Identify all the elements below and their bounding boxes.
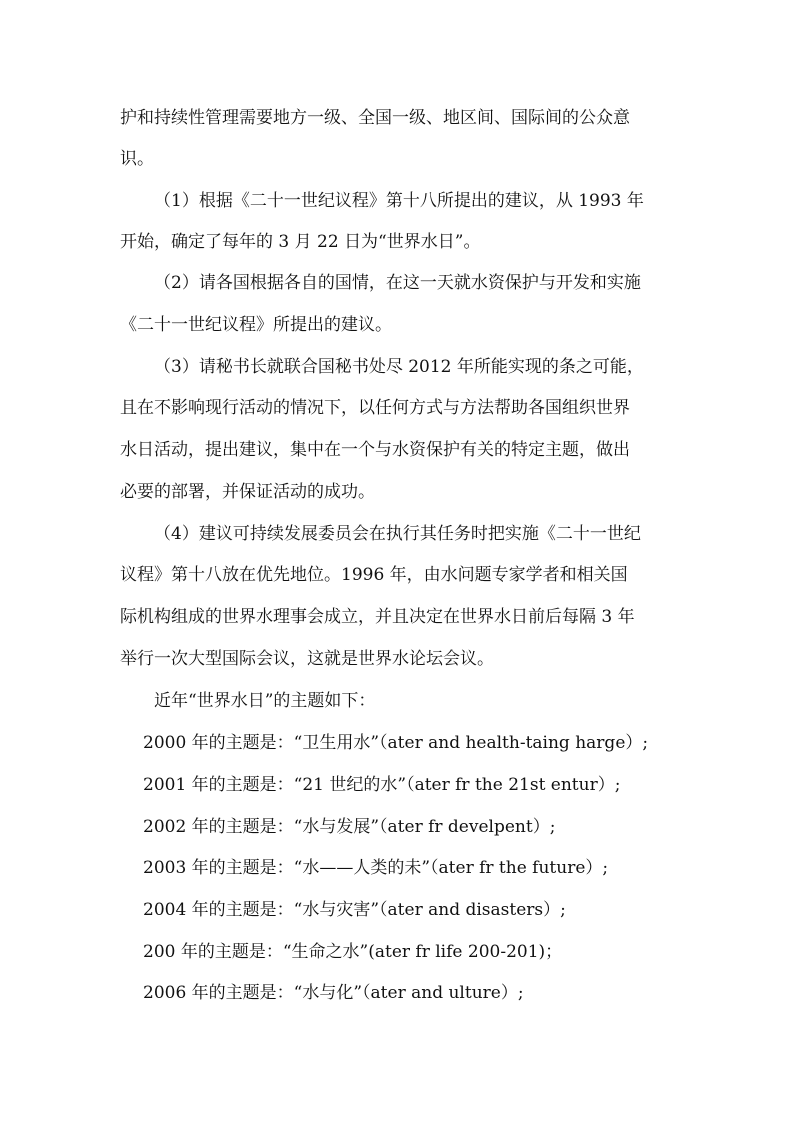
text-line: 议程》第十八放在优先地位。1996 年，由水问题专家学者和相关国 bbox=[120, 565, 628, 585]
text-line: （3）请秘书长就联合国秘书处尽 2012 年所能实现的条之可能， bbox=[154, 357, 644, 377]
text-line: 《二十一世纪议程》所提出的建议。 bbox=[120, 315, 392, 335]
text-line: 护和持续性管理需要地方一级、全国一级、地区间、国际间的公众意 bbox=[120, 108, 630, 128]
text-line: 且在不影响现行活动的情况下，以任何方式与方法帮助各国组织世界 bbox=[120, 398, 630, 418]
theme-item: 2000 年的主题是：“卫生用水”（ater and health-taing harge）; bbox=[143, 733, 649, 753]
text-line: 水日活动，提出建议，集中在一个与水资保护有关的特定主题，做出 bbox=[120, 440, 630, 460]
text-line: 际机构组成的世界水理事会成立，并且决定在世界水日前后每隔 3 年 bbox=[120, 607, 635, 627]
theme-item: 2004 年的主题是：“水与灾害”（ater and disasters）; bbox=[143, 900, 566, 920]
text-line: （2）请各国根据各自的国情，在这一天就水资保护与开发和实施 bbox=[154, 273, 641, 293]
theme-item: 2003 年的主题是：“水——人类的未”（ater fr the future）; bbox=[143, 858, 609, 878]
theme-item: 2002 年的主题是：“水与发展”（ater fr develpent）; bbox=[143, 817, 556, 837]
text-line: 识。 bbox=[120, 149, 154, 169]
theme-item: 2006 年的主题是：“水与化”（ater and ulture）; bbox=[143, 983, 524, 1003]
theme-item: 200 年的主题是：“生命之水”(ater fr life 200-201)； bbox=[143, 942, 563, 962]
text-line: （4）建议可持续发展委员会在执行其任务时把实施《二十一世纪 bbox=[154, 524, 641, 544]
text-line: 必要的部署，并保证活动的成功。 bbox=[120, 482, 375, 502]
theme-item: 2001 年的主题是：“21 世纪的水”（ater fr the 21st entur）; bbox=[143, 775, 621, 795]
text-line: 举行一次大型国际会议，这就是世界水论坛会议。 bbox=[120, 649, 494, 669]
text-line: 开始，确定了每年的 3 月 22 日为“世界水日”。 bbox=[120, 232, 481, 252]
text-line: （1）根据《二十一世纪议程》第十八所提出的建议，从 1993 年 bbox=[154, 191, 644, 211]
themes-intro: 近年“世界水日”的主题如下： bbox=[154, 691, 376, 711]
